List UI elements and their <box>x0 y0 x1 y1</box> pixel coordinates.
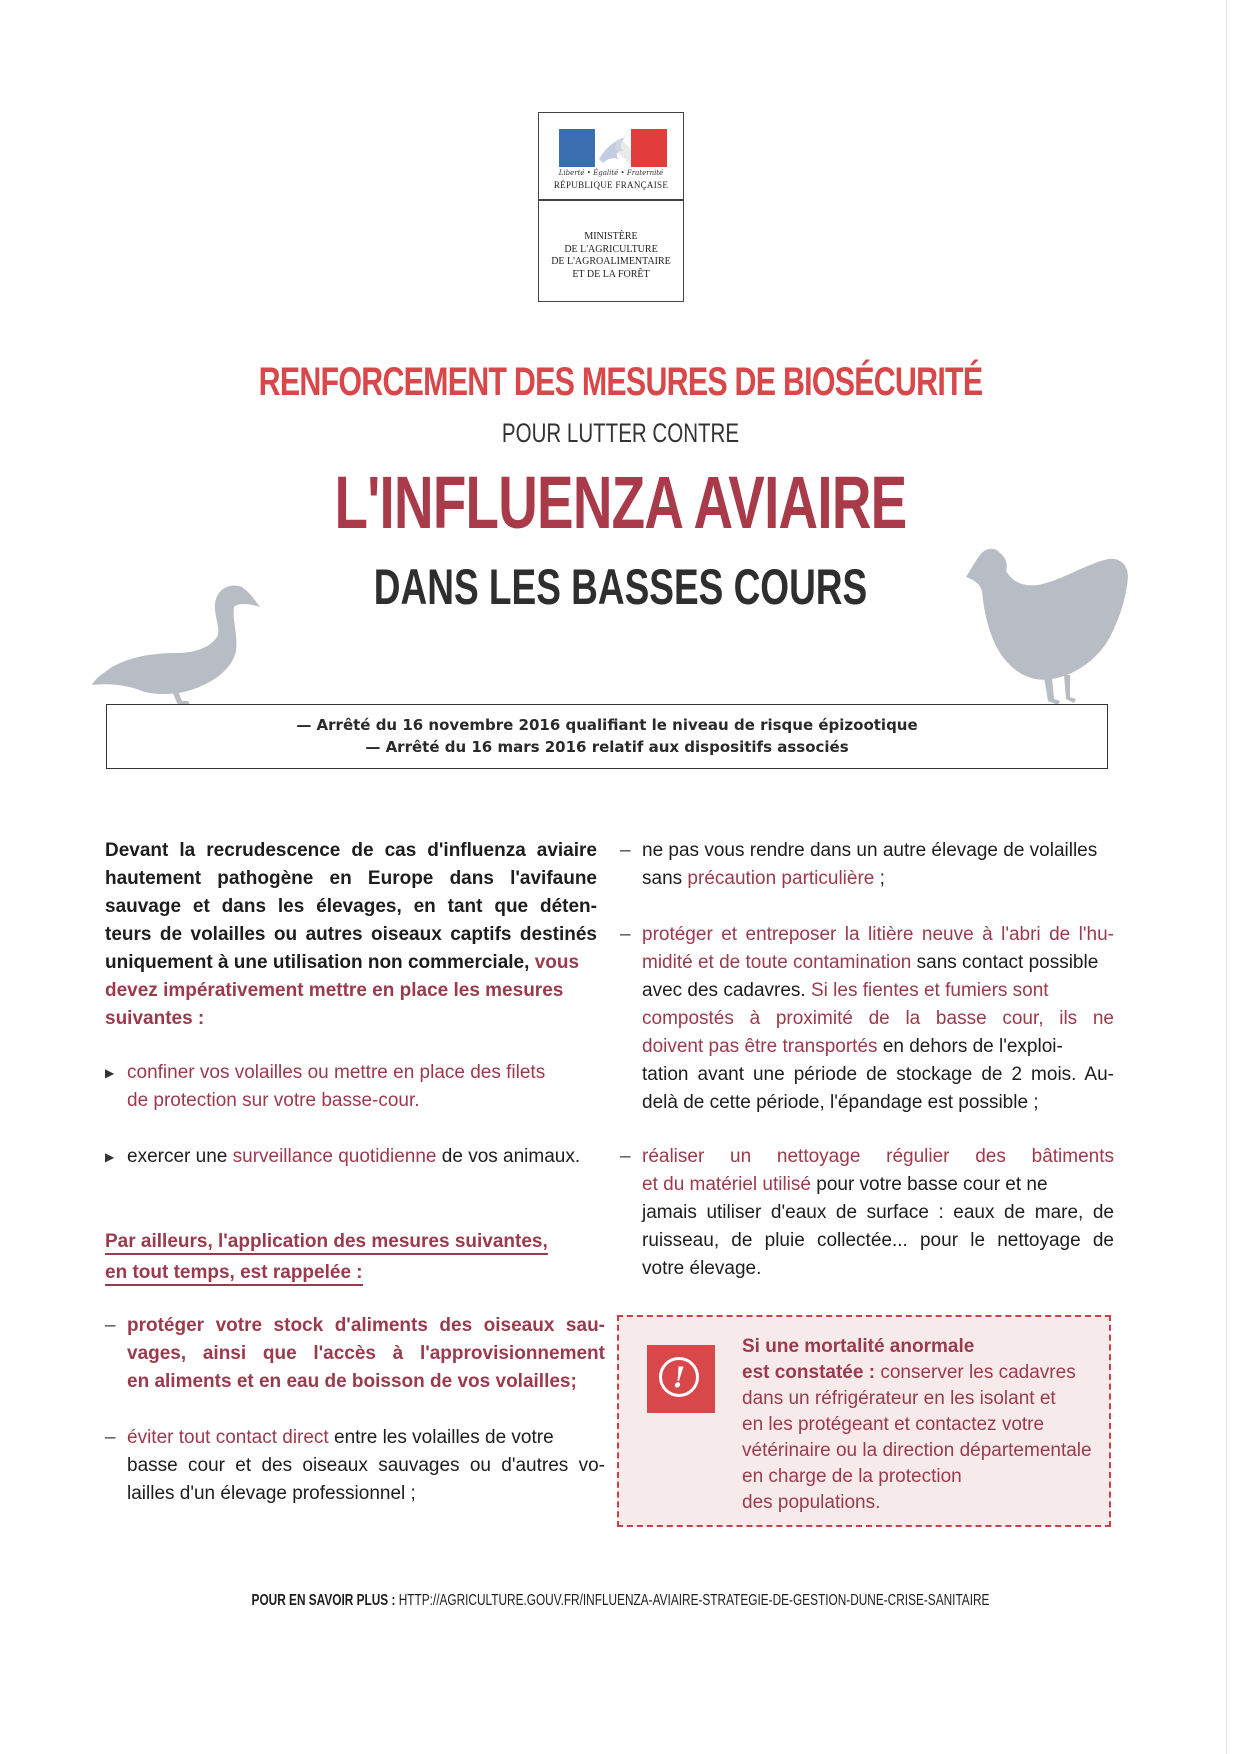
dash-highlight: Si les fientes et fumiers sont <box>810 980 1049 1001</box>
dash-highlight: éviter tout contact direct <box>127 1427 329 1448</box>
dash-line <box>127 1424 605 1452</box>
alert-line: dans un réfrigérateur en les isolant et <box>742 1388 1056 1409</box>
ministry-logo <box>538 112 684 302</box>
alert-line: des populations. <box>742 1492 881 1513</box>
dash-line <box>642 977 1114 1005</box>
dash-line: delà de cette période, l'épandage est possible ; <box>642 1092 1039 1113</box>
intro-line-text: uniquement à une utilisation non commerciale, <box>105 952 530 973</box>
ministry-line: ET DE LA FORÊT <box>572 268 650 280</box>
dash-line: ruisseau, de pluie collectée... pour le nettoyage de <box>642 1230 1114 1251</box>
dash-line: ne pas vous rendre dans un autre élevage de volailles <box>642 840 1098 861</box>
reminder-line: en tout temps, est rappelée : <box>105 1261 363 1286</box>
footer-label: POUR EN SAVOIR PLUS : <box>251 1592 396 1609</box>
bullet-line: confiner vos volailles ou mettre en place des filets <box>127 1062 546 1083</box>
dash-line: protéger votre stock d'aliments des oiseaux sau- <box>127 1315 605 1336</box>
dash-line: basse cour et des oiseaux sauvages ou d'autres vo- <box>127 1455 605 1476</box>
footer-link[interactable]: HTTP://AGRICULTURE.GOUV.FR/INFLUENZA-AVIAIRE-STRATEGIE-DE-GESTION-DUNE-CRISE-SANITAIRE <box>398 1592 990 1609</box>
alert-text-run: conserver les cadavres <box>880 1362 1076 1383</box>
warning-icon <box>647 1345 715 1413</box>
dash-line: lailles d'un élevage professionnel ; <box>127 1483 416 1504</box>
dash-text: avec des cadavres. <box>642 980 806 1001</box>
dash-marker: – <box>105 1427 116 1448</box>
dash-line <box>642 1171 1114 1199</box>
bullet-highlight: surveillance quotidienne <box>232 1146 437 1167</box>
dash-line <box>642 1033 1114 1061</box>
reminder-line: Par ailleurs, l'application des mesures suivantes, <box>105 1230 548 1255</box>
marianne-flag-icon <box>559 129 667 167</box>
mortality-alert-box <box>617 1315 1111 1527</box>
dash-text: pour votre basse cour et ne <box>816 1174 1048 1195</box>
ministry-name <box>539 231 683 281</box>
dash-line: compostés à proximité de la basse cour, ils ne <box>642 1008 1114 1029</box>
decree-box <box>106 704 1108 769</box>
dash-line: protéger et entreposer la litière neuve à l'abri de l'hu- <box>642 924 1114 945</box>
ministry-line: MINISTÈRE <box>584 231 638 242</box>
decree-line: — Arrêté du 16 mars 2016 relatif aux dispositifs associés <box>365 738 849 756</box>
alert-line: Si une mortalité anormale <box>742 1336 975 1357</box>
triangle-bullet-icon: ▶ <box>105 1066 115 1080</box>
dash-line <box>642 949 1114 977</box>
dash-text: sans <box>642 868 683 889</box>
alert-line: en les protégeant et contactez votre <box>742 1414 1045 1435</box>
alert-text <box>742 1334 1107 1516</box>
republic-name: RÉPUBLIQUE FRANÇAISE <box>553 180 669 190</box>
dash-line: tation avant une période de stockage de 2 mois. Au- <box>642 1064 1114 1085</box>
sub-title: POUR LUTTER CONTRE <box>501 418 740 448</box>
intro-emphasis: suivantes : <box>105 1008 205 1029</box>
dash-highlight: midité et de toute contamination <box>642 952 912 973</box>
intro-line: teurs de volailles ou autres oiseaux captifs destinés <box>105 924 597 945</box>
main-title: RENFORCEMENT DES MESURES DE BIOSÉCURITÉ <box>258 360 983 404</box>
dash-line: en aliments et en eau de boisson de vos volailles; <box>127 1371 577 1392</box>
dash-text: ; <box>879 868 885 889</box>
bullet-text: de vos animaux. <box>441 1146 581 1167</box>
dash-highlight: précaution particulière <box>687 868 875 889</box>
logo-divider <box>539 199 683 201</box>
disease-title: L'INFLUENZA AVIAIRE <box>334 461 907 544</box>
hen-silhouette-icon <box>960 541 1130 706</box>
dash-text: entre les volailles de votre <box>334 1427 554 1448</box>
dash-marker: – <box>620 924 631 945</box>
dash-line: jamais utiliser d'eaux de surface : eaux de mare, de <box>642 1202 1114 1223</box>
dash-line: vages, ainsi que l'accès à l'approvisionnement <box>127 1343 605 1364</box>
bullet-line: de protection sur votre basse-cour. <box>127 1090 420 1111</box>
footer <box>161 1592 1079 1610</box>
intro-line: Devant la recrudescence de cas d'influenza aviaire <box>105 840 597 861</box>
alert-bold: est constatée : <box>742 1362 876 1383</box>
dash-line <box>642 865 1114 893</box>
dash-highlight: et du matériel utilisé <box>642 1174 811 1195</box>
alert-line: vétérinaire ou la direction départementale <box>742 1440 1092 1461</box>
dash-line: réaliser un nettoyage régulier des bâtiments <box>642 1146 1114 1167</box>
ministry-line: DE L'AGRICULTURE <box>564 243 658 255</box>
bullet-text: exercer une <box>127 1146 228 1167</box>
dash-highlight: doivent pas être transportés <box>642 1036 878 1057</box>
dash-marker: – <box>620 840 631 861</box>
intro-line: hautement pathogène en Europe dans l'avifaune <box>105 868 597 889</box>
ministry-line: DE L'AGROALIMENTAIRE <box>551 256 671 267</box>
intro-line <box>105 949 597 977</box>
dash-text: sans contact possible <box>916 952 1099 973</box>
intro-paragraph <box>105 837 597 1033</box>
intro-emphasis: vous <box>534 952 580 973</box>
duck-silhouette-icon <box>92 573 278 705</box>
republic-motto: Liberté • Égalité • Fraternité <box>558 169 664 177</box>
alert-line <box>742 1360 1107 1386</box>
dash-line: votre élevage. <box>642 1258 762 1279</box>
dash-marker: – <box>620 1146 631 1167</box>
triangle-bullet-icon: ▶ <box>105 1150 115 1164</box>
reminder-heading <box>105 1228 597 1290</box>
dash-text: en dehors de l'exploi- <box>882 1036 1063 1057</box>
intro-emphasis: devez impérativement mettre en place les mesures <box>105 980 564 1001</box>
location-title: DANS LES BASSES COURS <box>373 559 868 615</box>
decree-line: — Arrêté du 16 novembre 2016 qualifiant le niveau de risque épizootique <box>296 716 918 734</box>
scan-edge-line <box>1226 0 1227 1754</box>
exclamation-circle-icon: ! <box>659 1357 699 1397</box>
dash-marker: – <box>105 1315 116 1336</box>
intro-line: sauvage et dans les élevages, en tant que déten- <box>105 896 597 917</box>
alert-line: en charge de la protection <box>742 1466 962 1487</box>
